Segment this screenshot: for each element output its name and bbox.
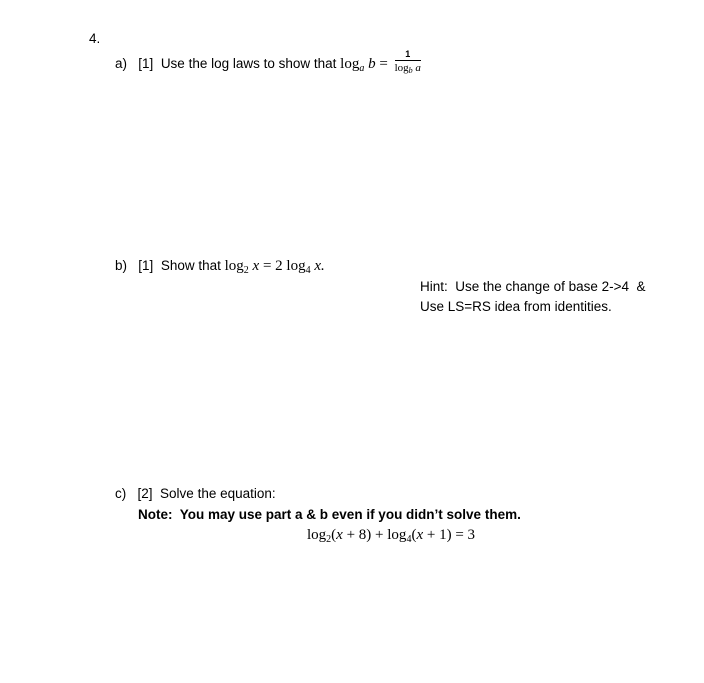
log-text: log bbox=[340, 56, 360, 73]
part-c bbox=[115, 484, 276, 504]
part-a-text: Use the log laws to show that bbox=[160, 56, 337, 72]
question-number: 4. bbox=[89, 31, 101, 46]
fraction-denominator bbox=[395, 61, 421, 75]
log-base: 2 bbox=[243, 265, 249, 276]
rhs-coefficient: = 2 log bbox=[262, 258, 306, 274]
part-a-marks: [1] bbox=[138, 56, 154, 72]
part-a bbox=[115, 49, 421, 77]
log-arg-1: (x + 8) + log bbox=[331, 527, 407, 543]
part-b-equation bbox=[225, 258, 325, 274]
den-log-base: b bbox=[408, 66, 413, 75]
log-text-1: log bbox=[307, 527, 327, 543]
part-c-label: c) bbox=[115, 486, 127, 501]
part-b-marks: [1] bbox=[138, 258, 154, 273]
part-b-label: b) bbox=[115, 258, 128, 273]
log-base-2: 4 bbox=[406, 534, 412, 545]
log-arg: x bbox=[252, 258, 260, 274]
den-log-arg: a bbox=[415, 62, 421, 74]
part-c-marks: [2] bbox=[137, 486, 153, 501]
fraction-numerator: 1 bbox=[395, 50, 421, 61]
equals-sign: = bbox=[379, 56, 388, 73]
hint-line-1: Hint: Use the change of base 2->4 & bbox=[420, 279, 646, 294]
part-a-equation bbox=[340, 56, 388, 75]
fraction bbox=[395, 50, 421, 75]
part-a-label: a) bbox=[115, 56, 128, 72]
rhs-log-base: 4 bbox=[305, 265, 311, 276]
rhs-log-arg: x. bbox=[314, 258, 325, 274]
hint bbox=[420, 277, 646, 317]
part-c-text: Solve the equation: bbox=[160, 486, 276, 501]
log-base: a bbox=[359, 63, 365, 75]
log-arg-2: (x + 1) = 3 bbox=[411, 527, 476, 543]
hint-line-2: Use LS=RS idea from identities. bbox=[420, 299, 612, 314]
part-b bbox=[115, 256, 325, 276]
part-c-note: Note: You may use part a & b even if you didn’t solve them. bbox=[138, 507, 521, 522]
part-c-equation bbox=[307, 524, 475, 546]
log-arg: b bbox=[368, 56, 376, 73]
den-log-text: log bbox=[394, 62, 409, 74]
part-b-text: Show that bbox=[160, 258, 221, 273]
log-text: log bbox=[224, 258, 244, 274]
log-base-1: 2 bbox=[326, 534, 332, 545]
